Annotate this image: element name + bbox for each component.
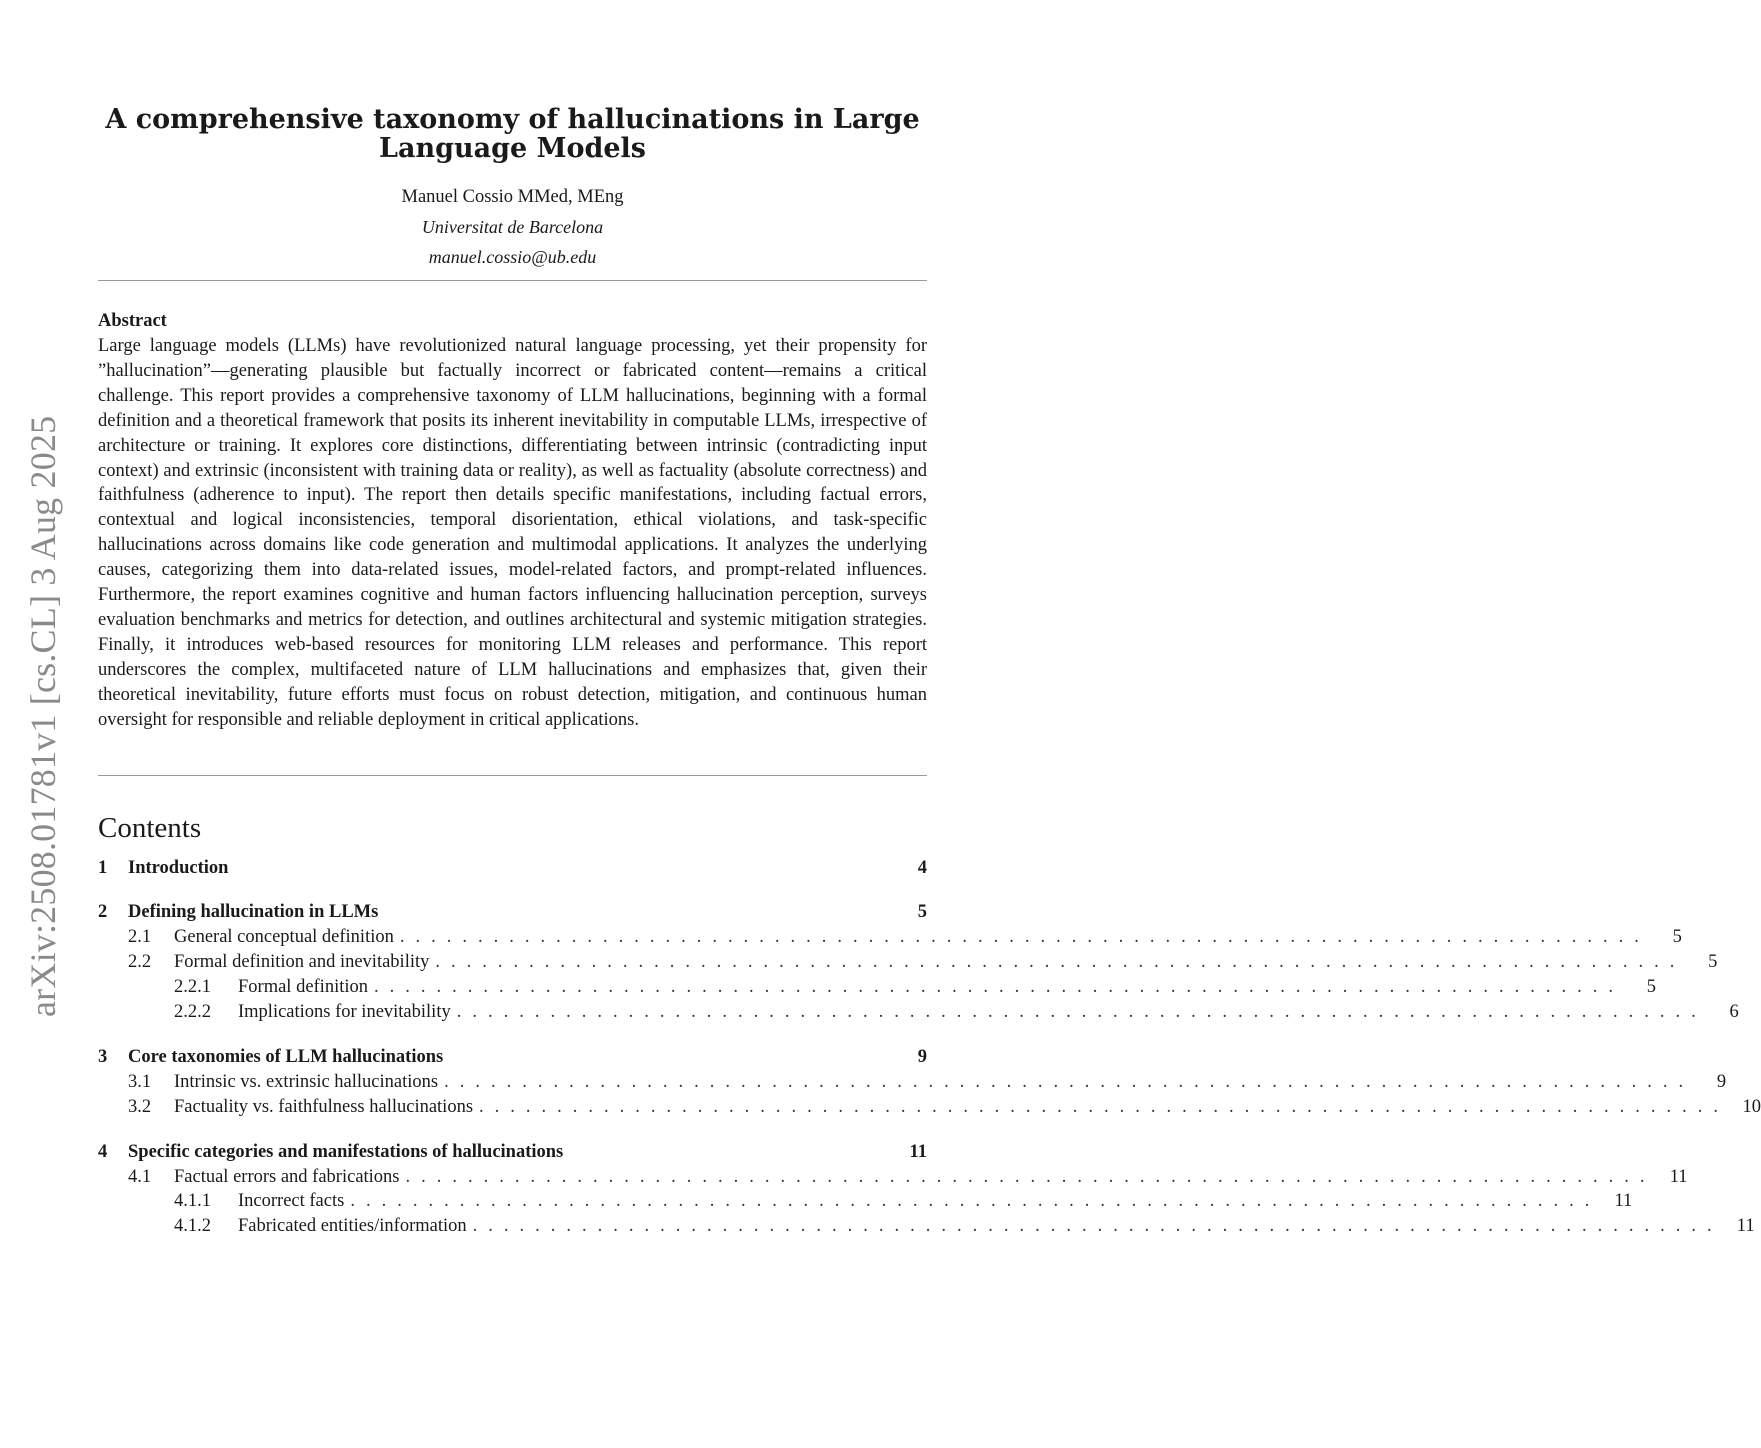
- toc-number: 3: [98, 1046, 108, 1067]
- toc-leader-dots: ................................................................................: [435, 952, 1686, 973]
- toc-page-number: 11: [1669, 1166, 1688, 1187]
- toc-section-4: [98, 1140, 1755, 1240]
- toc-leader-dots: ................................................................................: [374, 977, 1624, 998]
- abstract-heading: Abstract: [98, 311, 167, 331]
- toc-label: Defining hallucination in LLMs: [128, 902, 379, 923]
- toc-section-2: [98, 900, 1739, 1025]
- toc-number: 2: [98, 902, 108, 923]
- toc-number: 2.2.1: [174, 977, 211, 998]
- toc-entry[interactable]: [98, 950, 1718, 975]
- toc-leader-dots: ................................................................................: [472, 1216, 1723, 1237]
- toc-page-number: 5: [1672, 927, 1682, 948]
- author-email[interactable]: manuel.cossio@ub.edu: [428, 247, 597, 267]
- toc-label: Specific categories and manifestations of hallucinations: [128, 1141, 564, 1162]
- toc-leader-dots: ................................................................................: [399, 927, 1650, 948]
- toc-page-number: 11: [1614, 1191, 1633, 1212]
- toc-leader-dots: ................................................................................: [479, 1096, 1730, 1117]
- toc-entry[interactable]: [98, 1140, 927, 1165]
- toc-page-number: 9: [1716, 1071, 1727, 1092]
- toc-page-number: 4: [917, 857, 927, 878]
- toc-label: Formal definition: [238, 977, 368, 998]
- toc-entry[interactable]: [98, 925, 1682, 950]
- toc-entry[interactable]: [98, 1189, 1633, 1214]
- toc-label: Implications for inevitability: [238, 1002, 451, 1023]
- toc-entry[interactable]: [98, 1000, 1739, 1025]
- toc-page-number: 5: [1708, 952, 1718, 973]
- toc-entry[interactable]: [98, 900, 927, 925]
- toc-page-number: 11: [909, 1141, 927, 1162]
- toc-label: Formal definition and inevitability: [174, 952, 430, 973]
- toc-section-1: [98, 856, 927, 881]
- author-affiliation: Universitat de Barcelona: [421, 217, 604, 237]
- toc-label: Factual errors and fabrications: [174, 1166, 400, 1187]
- contents-heading: Contents: [98, 811, 202, 844]
- toc-leader-dots: ................................................................................: [350, 1191, 1601, 1212]
- toc-section-3: [98, 1045, 1761, 1120]
- toc-entry[interactable]: [98, 1095, 1761, 1120]
- toc-number: 4.1.2: [174, 1216, 211, 1237]
- toc-leader-dots: ................................................................................: [456, 1002, 1707, 1023]
- toc-number: 2.2.2: [174, 1002, 211, 1023]
- divider-top: [98, 280, 927, 281]
- toc-number: 3.1: [128, 1071, 152, 1092]
- toc-page-number: 5: [917, 902, 927, 923]
- toc-page-number: 9: [917, 1046, 927, 1067]
- paper-page: [98, 104, 1761, 1239]
- arxiv-sidebar-stamp: arXiv:2508.01781v1 [cs.CL] 3 Aug 2025: [23, 415, 63, 1017]
- toc-entry[interactable]: [98, 856, 927, 881]
- toc-label: Fabricated entities/information: [238, 1216, 467, 1237]
- toc-entry[interactable]: [98, 975, 1656, 1000]
- toc-label: Incorrect facts: [238, 1191, 345, 1212]
- toc-label: Factuality vs. faithfulness hallucinations: [174, 1096, 474, 1117]
- toc-number: 1: [98, 857, 108, 878]
- author-name: Manuel Cossio MMed, MEng: [401, 187, 624, 207]
- toc-number: 4.1.1: [174, 1191, 211, 1212]
- toc-page-number: 6: [1729, 1002, 1739, 1023]
- toc-entry[interactable]: [98, 1165, 1688, 1190]
- toc-number: 2.2: [128, 952, 152, 973]
- toc-label: Introduction: [128, 857, 229, 878]
- toc-number: 3.2: [128, 1096, 152, 1117]
- toc-label: Core taxonomies of LLM hallucinations: [128, 1046, 444, 1067]
- toc-entry[interactable]: [98, 1214, 1755, 1239]
- toc-number: 4.1: [128, 1166, 152, 1187]
- toc-page-number: 11: [1736, 1216, 1755, 1237]
- toc-leader-dots: ................................................................................: [444, 1071, 1695, 1092]
- abstract-body: Large language models (LLMs) have revolutionized natural language processing, yet their propensity for ”hallucination”—generating plausible but factually incorrect or fabricated content—remains a critical challenge. This report provides a comprehensive taxonomy of LLM hallucinations, beginning with a formal definition and a theoretical framework that posits its inherent inevitability in computable LLMs, irrespective of architecture or training. It explores core distinctions, differentiating between intrinsic (contradicting input context) and extrinsic (inconsistent with training data or reality), as well as factuality (absolute correctness) and faithfulness (adherence to input). The report then details specific manifestations, including factual errors, contextual and logical inconsistencies, temporal disorientation, ethical violations, and task-specific hallucinations across domains like code generation and multimodal applications. It analyzes the underlying causes, categorizing them into data-related issues, model-related factors, and prompt-related influences. Furthermore, the report examines cognitive and human factors influencing hallucination perception, surveys evaluation benchmarks and metrics for detection, and outlines architectural and systemic mitigation strategies. Finally, it introduces web-based resources for monitoring LLM releases and performance. This report underscores the complex, multifaceted nature of LLM hallucinations and emphasizes that, given their theoretical inevitability, future efforts must focus on robust detection, mitigation, and continuous human oversight for responsible and reliable deployment in critical applications.: [98, 336, 927, 730]
- toc-leader-dots: ................................................................................: [405, 1166, 1656, 1187]
- toc-entry[interactable]: [98, 1045, 927, 1070]
- table-of-contents: [98, 856, 1761, 1240]
- toc-number: 4: [98, 1141, 108, 1162]
- toc-label: Intrinsic vs. extrinsic hallucinations: [174, 1071, 439, 1092]
- divider-bottom: [98, 775, 927, 776]
- toc-page-number: 10: [1742, 1096, 1761, 1117]
- toc-page-number: 5: [1646, 977, 1656, 998]
- toc-label: General conceptual definition: [174, 927, 394, 948]
- paper-title: A comprehensive taxonomy of hallucinations in Large Language Models: [105, 104, 920, 164]
- toc-entry[interactable]: [98, 1070, 1727, 1095]
- toc-number: 2.1: [128, 927, 152, 948]
